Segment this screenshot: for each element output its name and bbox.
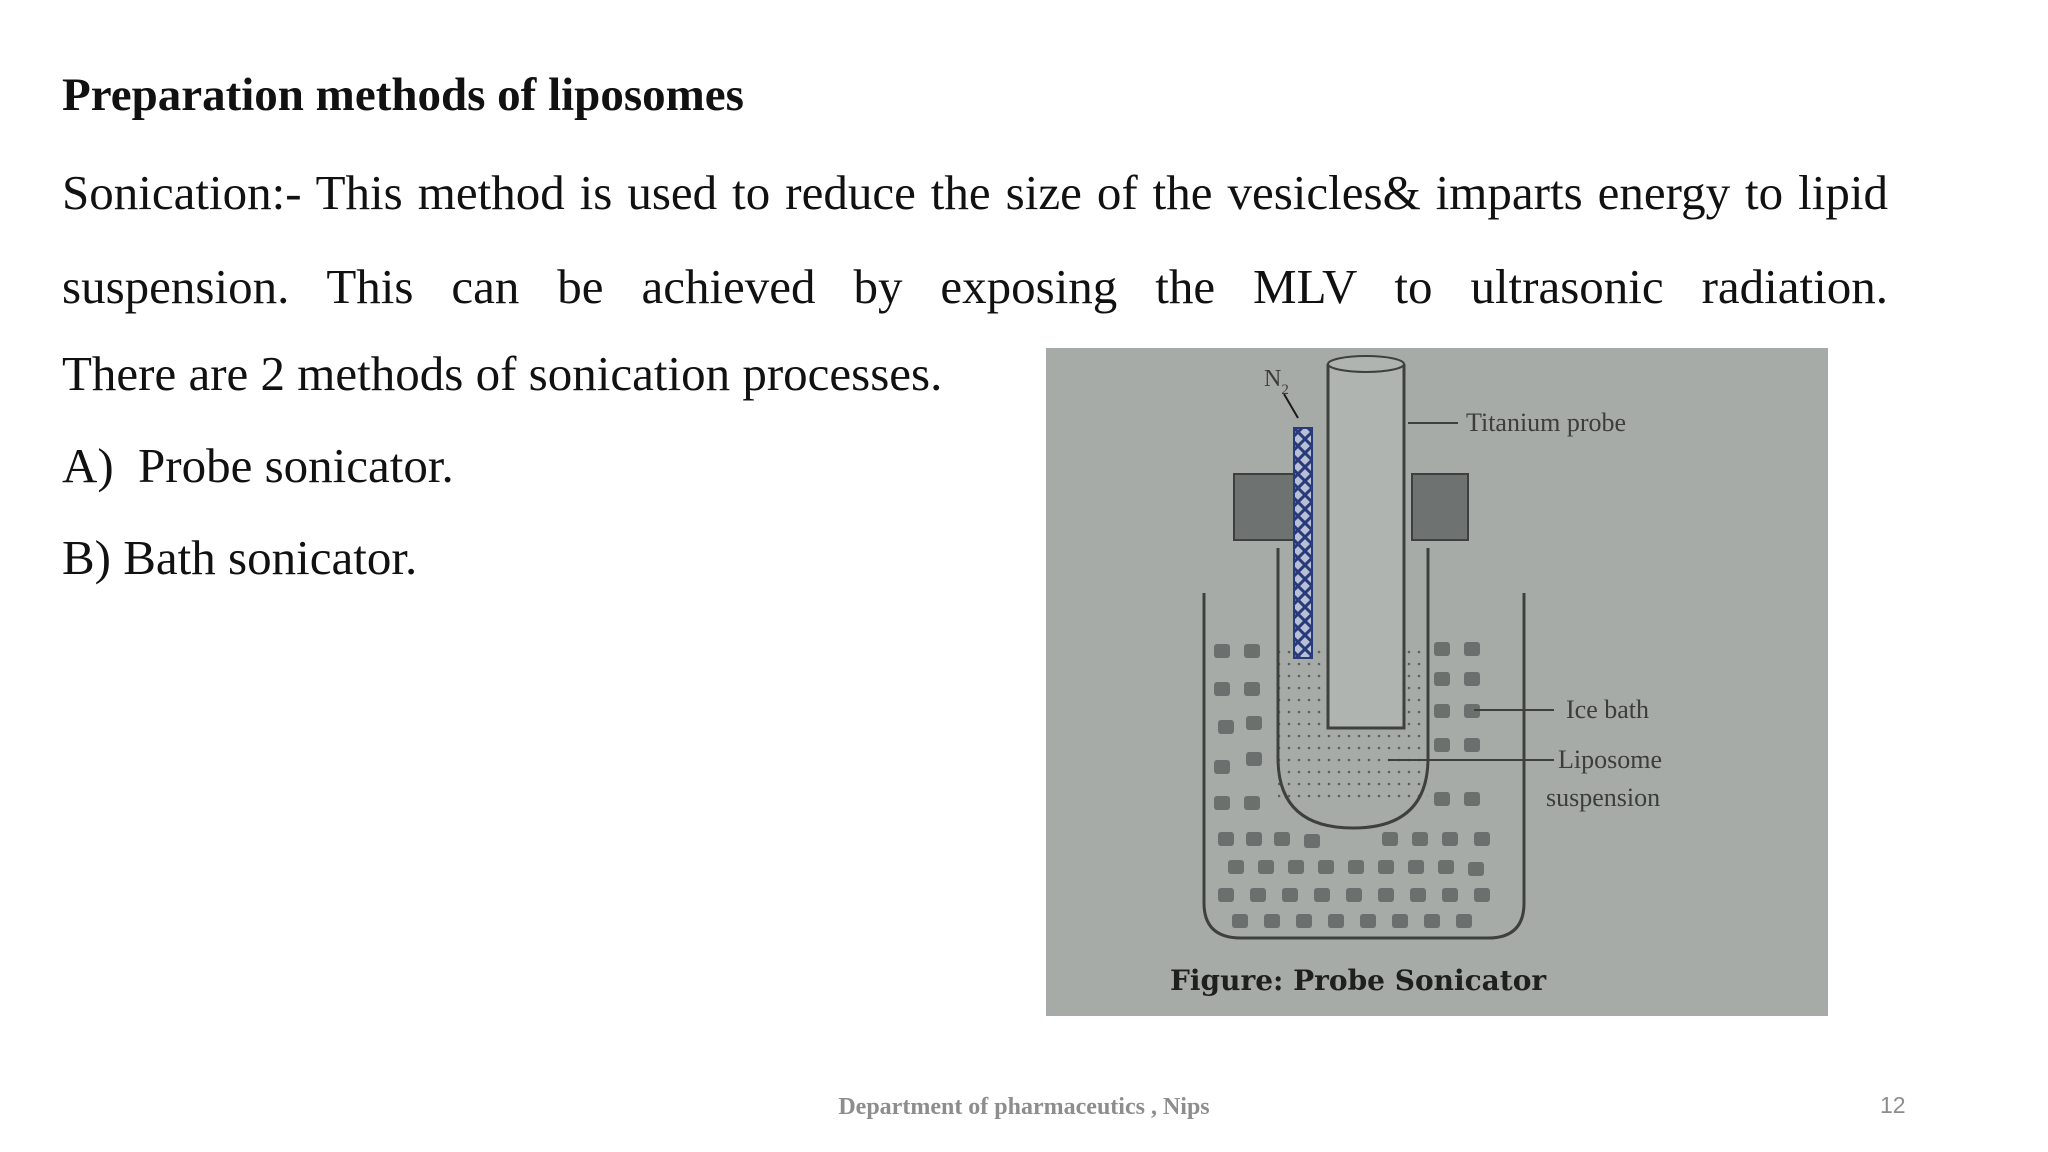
method-label: Bath sonicator.	[123, 530, 418, 585]
n2-label: $N_2$	[1264, 366, 1289, 398]
page-number: 12	[1880, 1092, 1906, 1118]
liposome-label: Liposome	[1558, 745, 1662, 774]
probe-sonicator-figure	[1046, 348, 1828, 1016]
ice-bath-label: Ice bath	[1566, 695, 1650, 724]
probe-sonicator-diagram	[1046, 348, 1828, 1016]
clamp-left	[1234, 474, 1294, 540]
figure-caption: Figure: Probe Sonicator	[1170, 964, 1547, 997]
method-item-a	[62, 437, 454, 494]
method-marker: A)	[62, 438, 114, 493]
methods-intro: There are 2 methods of sonication processes.	[62, 346, 943, 401]
slide-title: Preparation methods of liposomes	[62, 69, 744, 121]
clamp-right	[1412, 474, 1468, 540]
titanium-probe	[1328, 364, 1404, 728]
titanium-probe-label: Titanium probe	[1466, 408, 1627, 437]
sonication-paragraph: Sonication:- This method is used to reduce the size of the vesicles& imparts energy to lipid suspension. This can be achieved by exposing the MLV to ultrasonic radiation.	[62, 165, 1888, 314]
footer-department: Department of pharmaceutics , Nips	[838, 1094, 1210, 1120]
nitrogen-line	[1294, 428, 1312, 658]
method-marker: B)	[62, 530, 111, 585]
suspension-label: suspension	[1546, 783, 1661, 812]
method-item-b	[62, 529, 417, 586]
method-label: Probe sonicator.	[138, 438, 454, 493]
